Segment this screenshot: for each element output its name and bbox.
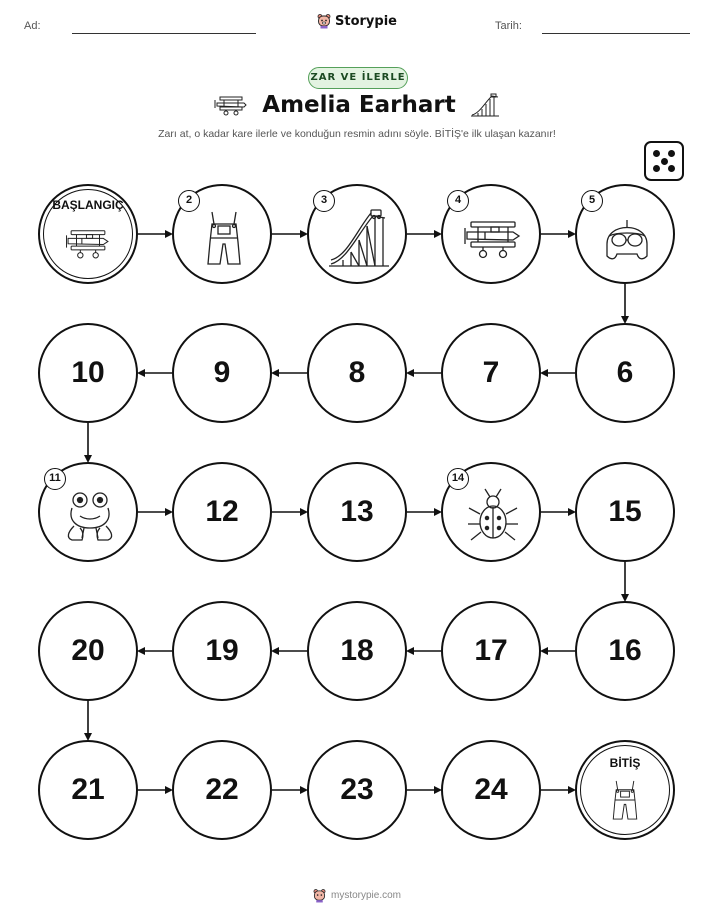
roller-coaster-icon bbox=[329, 208, 389, 268]
board-cell-15 bbox=[575, 462, 675, 562]
cell-number: 7 bbox=[482, 356, 500, 389]
board-cell-14 bbox=[441, 462, 541, 562]
board-cell-8 bbox=[307, 323, 407, 423]
biplane-icon bbox=[463, 208, 523, 268]
finish-label: BİTİŞ bbox=[609, 756, 641, 770]
cell-number: 22 bbox=[205, 773, 239, 806]
board-cell-20 bbox=[38, 601, 138, 701]
board-cell-11 bbox=[38, 462, 138, 562]
board-cell-18 bbox=[307, 601, 407, 701]
cell-number: 9 bbox=[213, 356, 231, 389]
cell-number: 12 bbox=[205, 495, 239, 528]
cell-number: 13 bbox=[340, 495, 374, 528]
instructions: Zarı at, o kadar kare ilerle ve konduğun resmin adını söyle. BİTİŞ'e ilk ulaşan kazanır! bbox=[158, 128, 556, 140]
board-cell-21 bbox=[38, 740, 138, 840]
board-cell-10 bbox=[38, 323, 138, 423]
aviator-helmet-icon bbox=[597, 208, 657, 268]
biplane-icon bbox=[60, 220, 116, 266]
board-cell-2 bbox=[172, 184, 272, 284]
cell-number: 10 bbox=[71, 356, 105, 389]
cell-number: 8 bbox=[348, 356, 366, 389]
cell-number-badge: 4 bbox=[447, 190, 469, 212]
cell-number-badge: 14 bbox=[447, 468, 469, 490]
cell-number-badge: 11 bbox=[44, 468, 66, 490]
activity-badge: ZAR VE İLERLE bbox=[308, 67, 408, 89]
cell-number: 18 bbox=[340, 634, 374, 667]
cell-number: 21 bbox=[71, 773, 105, 806]
board-cell-7 bbox=[441, 323, 541, 423]
cell-number: 17 bbox=[474, 634, 508, 667]
board-cell-23 bbox=[307, 740, 407, 840]
overalls-icon bbox=[603, 774, 647, 826]
brand-name: Storypie bbox=[335, 13, 397, 29]
cell-number: 20 bbox=[71, 634, 105, 667]
cell-number-badge: 3 bbox=[313, 190, 335, 212]
board-cell-12 bbox=[172, 462, 272, 562]
cell-number-badge: 5 bbox=[581, 190, 603, 212]
cell-number: 16 bbox=[608, 634, 642, 667]
board-cell-finish bbox=[575, 740, 675, 840]
name-label: Ad: bbox=[24, 20, 41, 32]
board-cell-19 bbox=[172, 601, 272, 701]
board-cell-16 bbox=[575, 601, 675, 701]
page-title: Amelia Earhart bbox=[262, 92, 456, 118]
board-cell-17 bbox=[441, 601, 541, 701]
board-cell-9 bbox=[172, 323, 272, 423]
footer bbox=[0, 888, 714, 906]
board-cell-5 bbox=[575, 184, 675, 284]
board-cell-start bbox=[38, 184, 138, 284]
date-label: Tarih: bbox=[495, 20, 522, 32]
cell-number-badge: 2 bbox=[178, 190, 200, 212]
board-cell-4 bbox=[441, 184, 541, 284]
overalls-icon bbox=[194, 208, 254, 268]
board-cell-13 bbox=[307, 462, 407, 562]
bear-mascot-icon bbox=[313, 888, 326, 903]
cell-number: 15 bbox=[608, 495, 642, 528]
frog-icon bbox=[60, 486, 120, 546]
cell-number: 23 bbox=[340, 773, 374, 806]
board-cell-24 bbox=[441, 740, 541, 840]
cell-number: 6 bbox=[616, 356, 634, 389]
board-cell-22 bbox=[172, 740, 272, 840]
board-cell-6 bbox=[575, 323, 675, 423]
board-cell-3 bbox=[307, 184, 407, 284]
cell-number: 24 bbox=[474, 773, 508, 806]
beetle-icon bbox=[463, 486, 523, 546]
footer-url: mystorypie.com bbox=[330, 890, 401, 901]
cell-number: 19 bbox=[205, 634, 239, 667]
start-label: BAŞLANGIÇ bbox=[52, 198, 124, 212]
